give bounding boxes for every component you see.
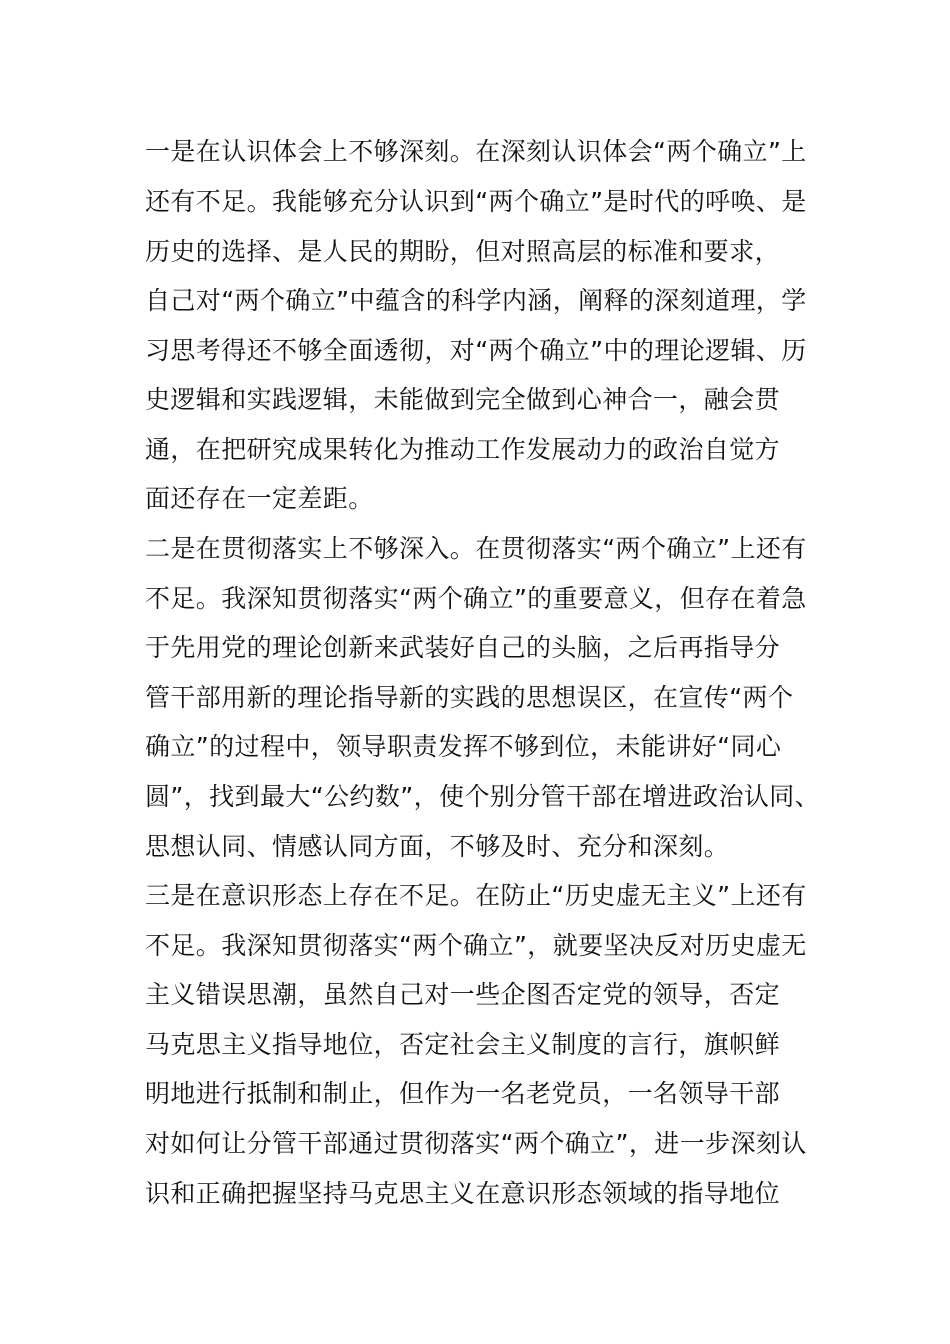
text-line: 圆”，找到最大“公约数”，使个别分管干部在增进政治认同、 xyxy=(145,782,821,811)
text-line: 对如何让分管干部通过贯彻落实“两个确立”，进一步深刻认 xyxy=(145,1129,807,1158)
text-line: 管干部用新的理论指导新的实践的思想误区，在宣传“两个 xyxy=(145,683,794,712)
text-line: 史逻辑和实践逻辑，未能做到完全做到心神合一，融会贯 xyxy=(145,385,781,414)
text-line: 主义错误思潮，虽然自己对一些企图否定党的领导，否定 xyxy=(145,980,781,1009)
text-line: 面还存在一定差距。 xyxy=(145,484,374,513)
text-line: 于先用党的理论创新来武装好自己的头脑，之后再指导分 xyxy=(145,633,781,662)
text-line: 确立”的过程中，领导职责发挥不够到位，未能讲好“同心 xyxy=(145,732,782,761)
text-line: 一是在认识体会上不够深刻。在深刻认识体会“两个确立”上 xyxy=(145,137,807,166)
text-line: 还有不足。我能够充分认识到“两个确立”是时代的呼唤、是 xyxy=(145,187,807,216)
text-line: 习思考得还不够全面透彻，对“两个确立”中的理论逻辑、历 xyxy=(145,336,807,365)
text-line: 思想认同、情感认同方面，不够及时、充分和深刻。 xyxy=(145,832,730,861)
text-line: 明地进行抵制和制止，但作为一名老党员，一名领导干部 xyxy=(145,1079,781,1108)
text-line: 通，在把研究成果转化为推动工作发展动力的政治自觉方 xyxy=(145,435,781,464)
text-line: 三是在意识形态上存在不足。在防止“历史虚无主义”上还有 xyxy=(145,881,807,910)
text-line: 马克思主义指导地位，否定社会主义制度的言行，旗帜鲜 xyxy=(145,1030,781,1059)
text-line: 二是在贯彻落实上不够深入。在贯彻落实“两个确立”上还有 xyxy=(145,534,807,563)
text-line: 不足。我深知贯彻落实“两个确立”的重要意义，但存在着急 xyxy=(145,584,807,613)
text-line: 不足。我深知贯彻落实“两个确立”，就要坚决反对历史虚无 xyxy=(145,931,807,960)
text-line: 历史的选择、是人民的期盼，但对照高层的标准和要求， xyxy=(145,237,781,266)
text-line: 自己对“两个确立”中蕴含的科学内涵，阐释的深刻道理，学 xyxy=(145,286,807,315)
text-line: 识和正确把握坚持马克思主义在意识形态领域的指导地位 xyxy=(145,1179,781,1208)
